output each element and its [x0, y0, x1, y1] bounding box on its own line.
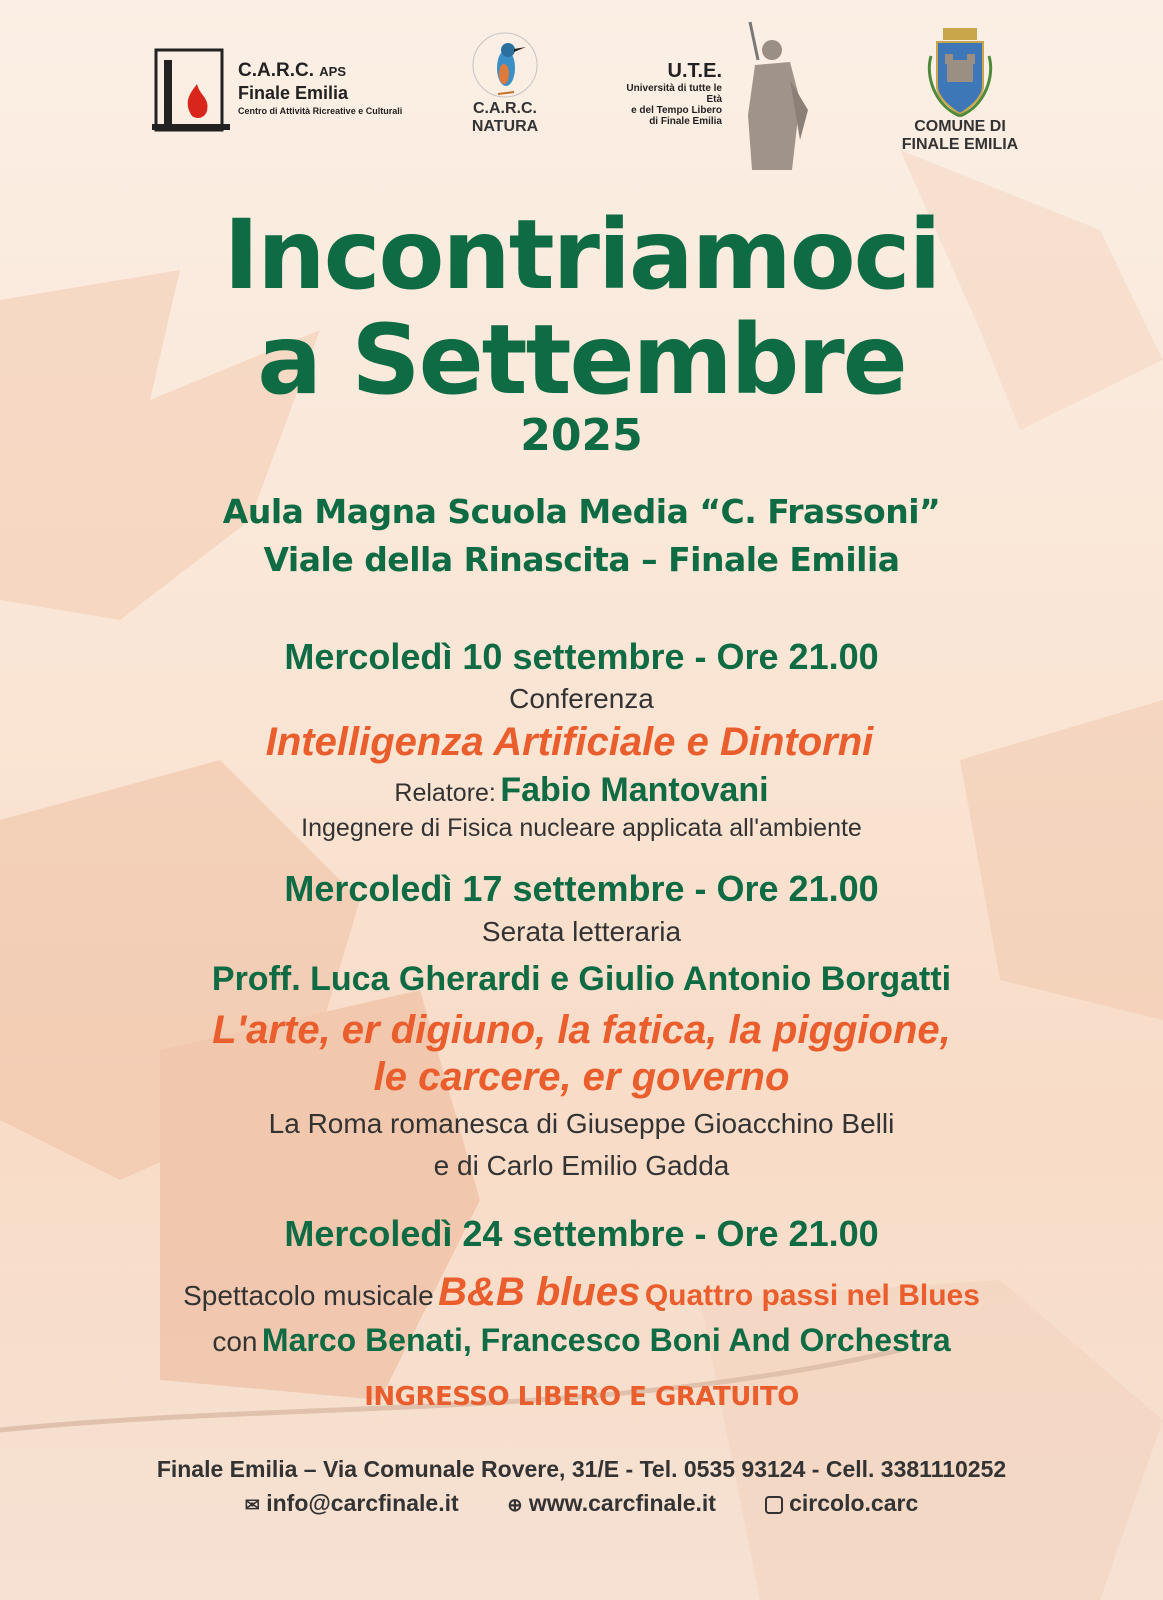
- statue-icon: [730, 20, 810, 175]
- event2-desc-line2: e di Carlo Emilio Gadda: [433, 1150, 730, 1181]
- venue-line1: Aula Magna Scuola Media “C. Frassoni”: [222, 492, 941, 531]
- ute-line3: di Finale Emilia: [649, 116, 722, 127]
- event1-date: Mercoledì 10 settembre - Ore 21.00: [284, 636, 879, 677]
- kingfisher-icon: [470, 30, 540, 100]
- footer-email[interactable]: info@carcfinale.it: [266, 1490, 459, 1516]
- carc-city: Finale Emilia: [238, 83, 349, 103]
- venue-line2: Viale della Rinascita – Finale Emilia: [263, 540, 900, 579]
- footer-address: Finale Emilia – Via Comunale Rovere, 31/E - Tel. 0535 93124 - Cell. 3381110252: [156, 1456, 1007, 1482]
- event2-date: Mercoledì 17 settembre - Ore 21.00: [284, 868, 879, 909]
- event3-type: Spettacolo musicale: [183, 1280, 434, 1311]
- event3-band: B&B blues: [438, 1270, 641, 1314]
- event3-show-line: [0, 1270, 1163, 1315]
- event3-show: Quattro passi nel Blues: [644, 1279, 980, 1312]
- coat-of-arms-icon: [925, 26, 995, 118]
- footer-contacts: [0, 1490, 1163, 1517]
- event3-performers: Marco Benati, Francesco Boni And Orchestra: [261, 1322, 951, 1358]
- event2-title-line2: le carcere, er governo: [373, 1055, 790, 1099]
- ute-line2: e del Tempo Libero: [631, 105, 722, 116]
- event3-with-label: con: [212, 1326, 258, 1357]
- event1-speaker: Fabio Mantovani: [500, 771, 769, 809]
- event1-speaker-label: Relatore:: [394, 779, 496, 807]
- globe-icon: ⊕: [507, 1495, 523, 1515]
- title-year: 2025: [520, 410, 643, 461]
- natura-line2: NATURA: [471, 118, 539, 135]
- admission-notice: INGRESSO LIBERO E GRATUITO: [364, 1382, 799, 1412]
- ute-name: U.T.E.: [667, 60, 722, 82]
- natura-line1: C.A.R.C.: [473, 100, 537, 117]
- carc-full-name: Centro di Attività Ricreative e Culturali: [238, 106, 403, 116]
- event1-speaker-line: [0, 771, 1163, 810]
- comune-line2: FINALE EMILIA: [901, 136, 1019, 153]
- instagram-icon: [765, 1496, 783, 1514]
- event3-date: Mercoledì 24 settembre - Ore 21.00: [284, 1213, 879, 1254]
- title-line1: Incontriamoci: [223, 199, 940, 311]
- carc-logo: [152, 46, 412, 146]
- carc-suffix: APS: [319, 64, 347, 79]
- carc-natura-logo: [460, 30, 550, 160]
- footer-instagram[interactable]: circolo.carc: [789, 1490, 919, 1516]
- event2-desc-line1: La Roma romanesca di Giuseppe Gioacchino Belli: [268, 1108, 895, 1139]
- carc-name: C.A.R.C.: [238, 60, 314, 81]
- comune-logo: [880, 26, 1040, 176]
- event2-type: Serata letteraria: [481, 916, 682, 947]
- footer-website[interactable]: www.carcfinale.it: [528, 1490, 716, 1516]
- ute-logo: [610, 20, 810, 175]
- event3-performers-line: [0, 1322, 1163, 1359]
- logo-bar: [0, 20, 1163, 180]
- ute-line1: Università di tutte le Età: [626, 83, 722, 105]
- event2-speakers: Proff. Luca Gherardi e Giulio Antonio Borgatti: [211, 960, 952, 998]
- carc-emblem-icon: [152, 46, 232, 136]
- comune-line1: COMUNE DI: [914, 118, 1006, 135]
- event2-title-line1: L'arte, er digiuno, la fatica, la piggione,: [212, 1008, 951, 1052]
- event1-type: Conferenza: [509, 683, 654, 714]
- event1-speaker-role: Ingegnere di Fisica nucleare applicata all'ambiente: [301, 814, 862, 842]
- event1-title: Intelligenza Artificiale e Dintorni: [265, 720, 874, 764]
- title-line2: a Settembre: [257, 304, 906, 416]
- email-icon: ✉: [244, 1495, 260, 1515]
